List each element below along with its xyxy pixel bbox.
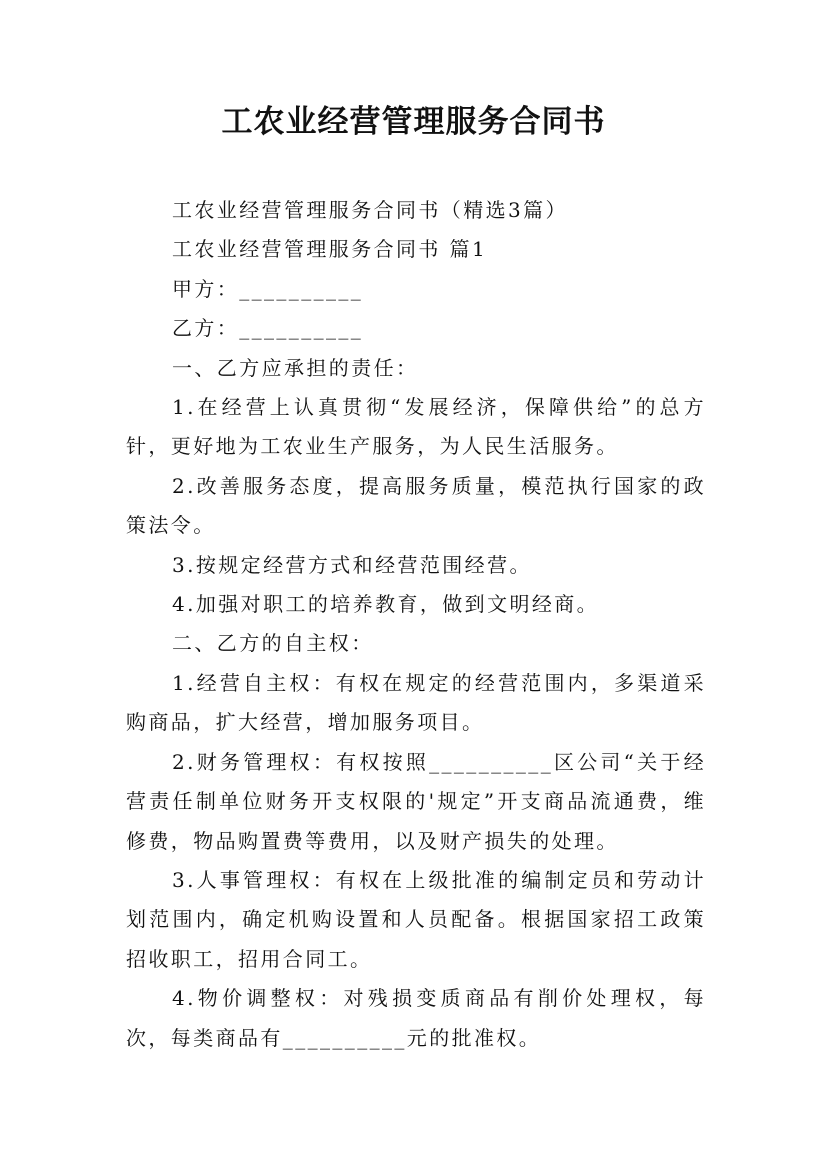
paragraph-responsibility-2: 2.改善服务态度，提高服务质量，模范执行国家的政策法令。 [126,473,706,538]
paragraph-autonomy-3: 3.人事管理权：有权在上级批准的编制定员和劳动计划范围内，确定机购设置和人员配备。根据国家招工政策招收职工，招用合同工。 [126,867,706,971]
document-title: 工农业经营管理服务合同书 [221,104,606,140]
paragraph-responsibility-4: 4.加强对职工的培养教育，做到文明经商。 [172,592,600,617]
paragraph-heading-autonomy: 二、乙方的自主权： [172,631,374,656]
paragraph-autonomy-4: 4.物价调整权：对残损变质商品有削价处理权，每次，每类商品有__________元的批准权。 [126,986,706,1050]
paragraph-party-a: 甲方：__________ [172,276,364,301]
paragraph-autonomy-2: 2.财务管理权：有权按照__________区公司“关于经营责任制单位财务开支权限的'规定”开支商品流通费，维修费，物品购置费等费用，以及财产损失的处理。 [126,749,706,853]
paragraph-heading-responsibilities: 一、乙方应承担的责任： [172,355,419,380]
paragraph-section-heading: 工农业经营管理服务合同书 篇1 [172,237,488,262]
paragraph-responsibility-1: 1.在经营上认真贯彻“发展经济，保障供给”的总方针，更好地为工农业生产服务，为人民生活服务。 [126,395,706,459]
paragraph-subtitle: 工农业经营管理服务合同书（精选3篇） [172,198,568,222]
paragraph-autonomy-1: 1.经营自主权：有权在规定的经营范围内，多渠道采购商品，扩大经营，增加服务项目。 [126,670,706,735]
paragraph-responsibility-3: 3.按规定经营方式和经营范围经营。 [172,552,532,577]
document-body [126,191,706,1058]
paragraph-party-b: 乙方：__________ [172,316,364,341]
